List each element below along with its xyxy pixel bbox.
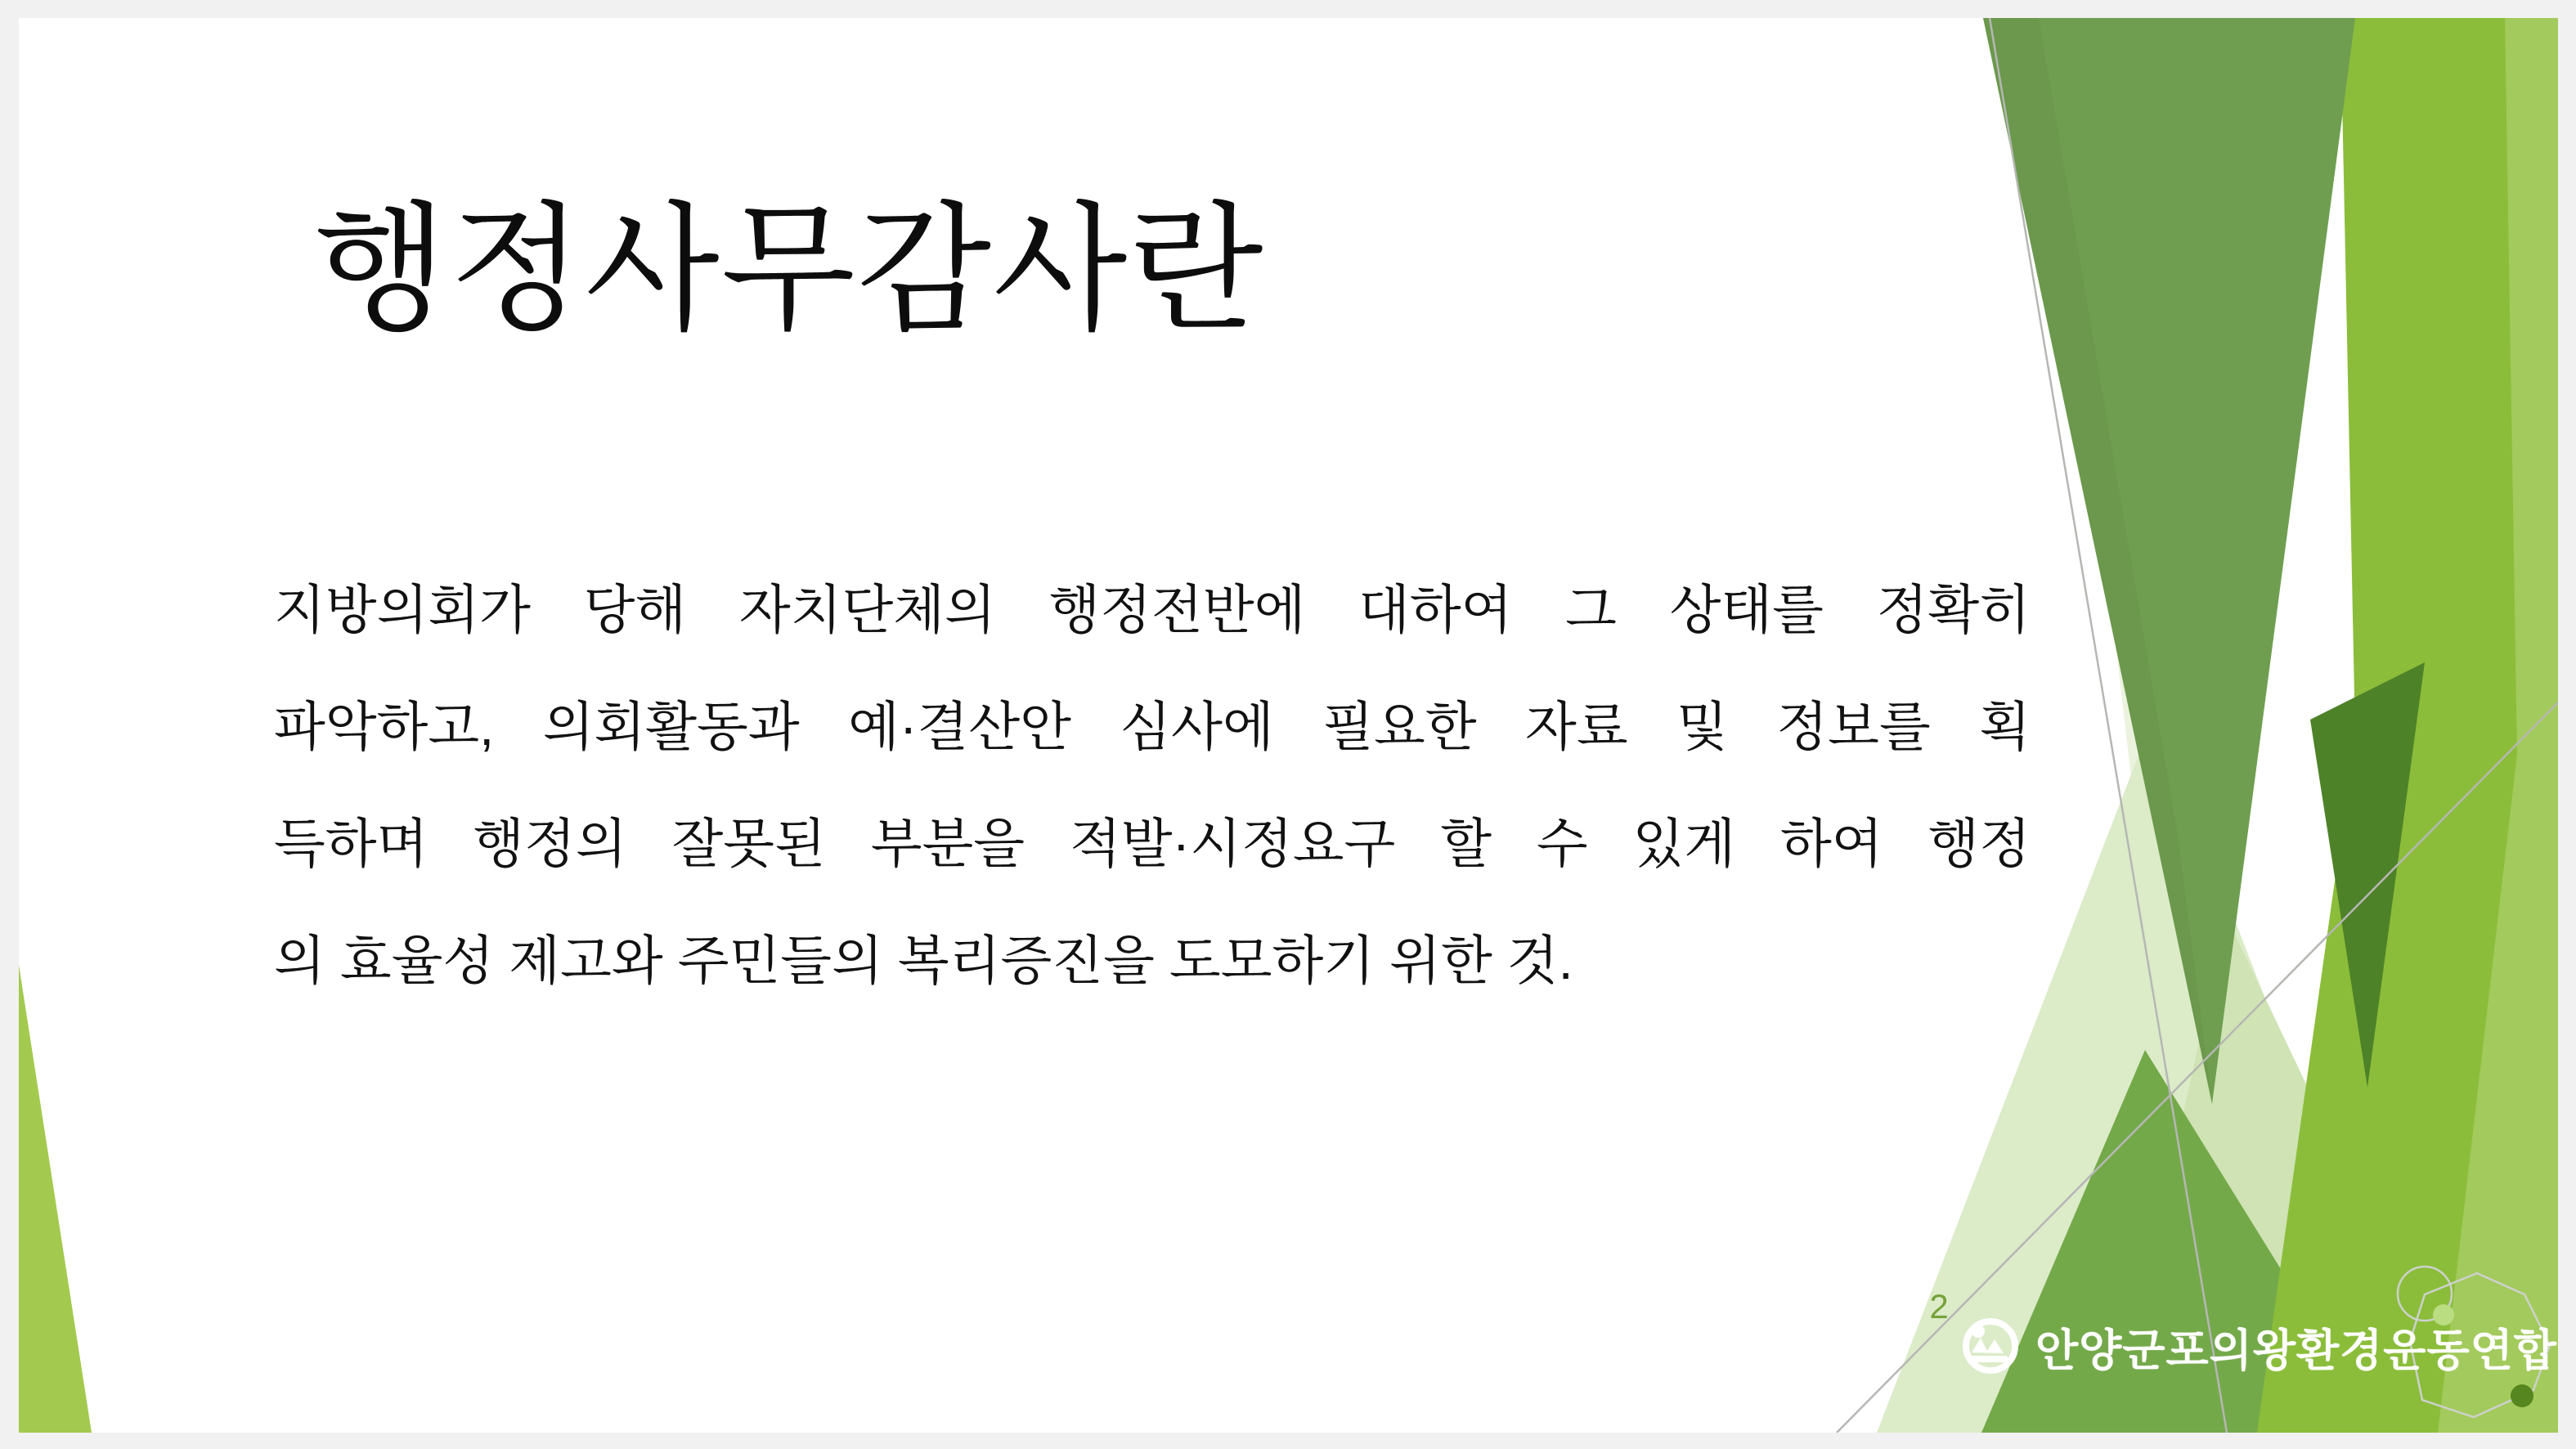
ornament-dot-dark <box>2511 1384 2533 1407</box>
page-number: 2 <box>1929 1287 1949 1326</box>
slide-body <box>274 551 2031 1019</box>
body-line-1: 지방의회가 당해 자치단체의 행정전반에 대하여 그 상태를 정확히 <box>274 580 2031 639</box>
footer-logo <box>1959 1315 2557 1379</box>
body-line-2: 파악하고, 의회활동과 예·결산안 심사에 필요한 자료 및 정보를 획 <box>274 697 2031 756</box>
bottom-left-triangle <box>19 965 92 1433</box>
slide-title: 행정사무감사란 <box>313 192 1265 348</box>
footer-logo-text: 안양군포의왕환경운동연합 <box>2035 1326 2557 1375</box>
environment-union-logo-icon <box>1959 1315 2022 1379</box>
body-line-3: 득하며 행정의 잘못된 부분을 적발·시정요구 할 수 있게 하여 행정 <box>274 814 2031 873</box>
body-line-4: 의 효율성 제고와 주민들의 복리증진을 도모하기 위한 것. <box>274 931 1573 990</box>
presentation-slide <box>19 18 2558 1433</box>
